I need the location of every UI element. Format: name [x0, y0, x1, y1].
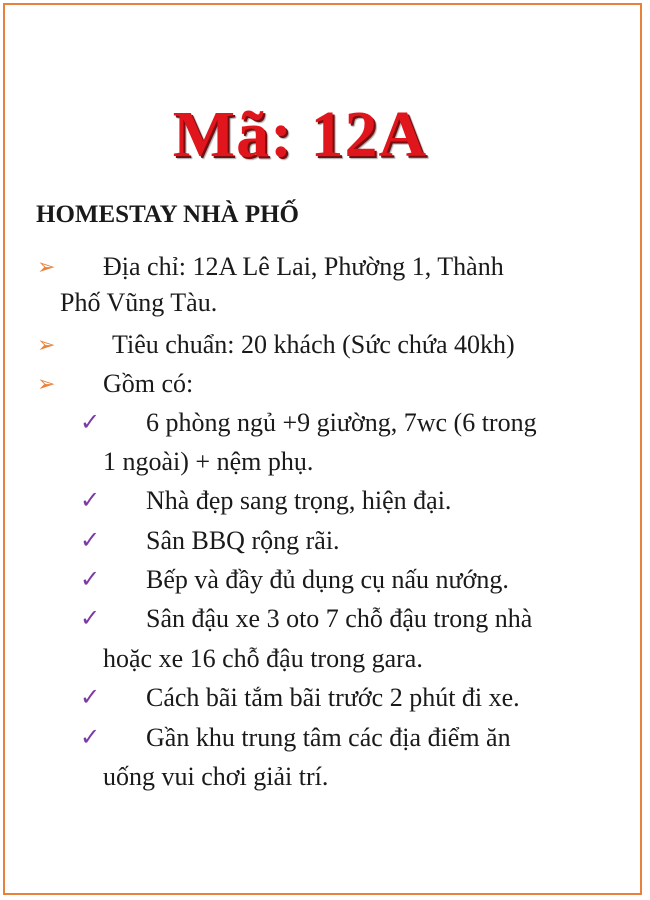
arrow-bullet-icon: ➢ — [37, 332, 56, 357]
feature-rooms-line-1: 6 phòng ngủ +9 giường, 7wc (6 trong — [146, 408, 537, 437]
address-line-1: Địa chỉ: 12A Lê Lai, Phường 1, Thành — [103, 252, 504, 281]
feature-rooms-line-2: 1 ngoài) + nệm phụ. — [103, 447, 314, 476]
arrow-bullet-icon: ➢ — [37, 371, 56, 396]
feature-center-line-1: Gần khu trung tâm các địa điểm ăn — [146, 723, 511, 752]
checkmark-icon: ✓ — [80, 725, 101, 751]
capacity-line: Tiêu chuẩn: 20 khách (Sức chứa 40kh) — [112, 330, 515, 359]
feature-design-line: Nhà đẹp sang trọng, hiện đại. — [146, 486, 452, 515]
feature-parking-line-2: hoặc xe 16 chỗ đậu trong gara. — [103, 644, 423, 673]
checkmark-icon: ✓ — [80, 685, 101, 711]
feature-beach-line: Cách bãi tắm bãi trước 2 phút đi xe. — [146, 683, 520, 712]
checkmark-icon: ✓ — [80, 567, 101, 593]
feature-kitchen-line: Bếp và đầy đủ dụng cụ nấu nướng. — [146, 565, 509, 594]
address-line-2: Phố Vũng Tàu. — [60, 288, 218, 317]
feature-bbq-line: Sân BBQ rộng rãi. — [146, 526, 340, 555]
listing-code-title: Mã: 12A — [172, 98, 428, 171]
checkmark-icon: ✓ — [80, 606, 101, 632]
feature-center-line-2: uống vui chơi giải trí. — [103, 762, 329, 791]
listing-heading: HOMESTAY NHÀ PHỐ — [36, 201, 299, 228]
includes-label: Gồm có: — [103, 369, 194, 398]
checkmark-icon: ✓ — [80, 488, 101, 514]
feature-parking-line-1: Sân đậu xe 3 oto 7 chỗ đậu trong nhà — [146, 604, 533, 633]
checkmark-icon: ✓ — [80, 410, 101, 436]
arrow-bullet-icon: ➢ — [37, 254, 56, 279]
checkmark-icon: ✓ — [80, 528, 101, 554]
